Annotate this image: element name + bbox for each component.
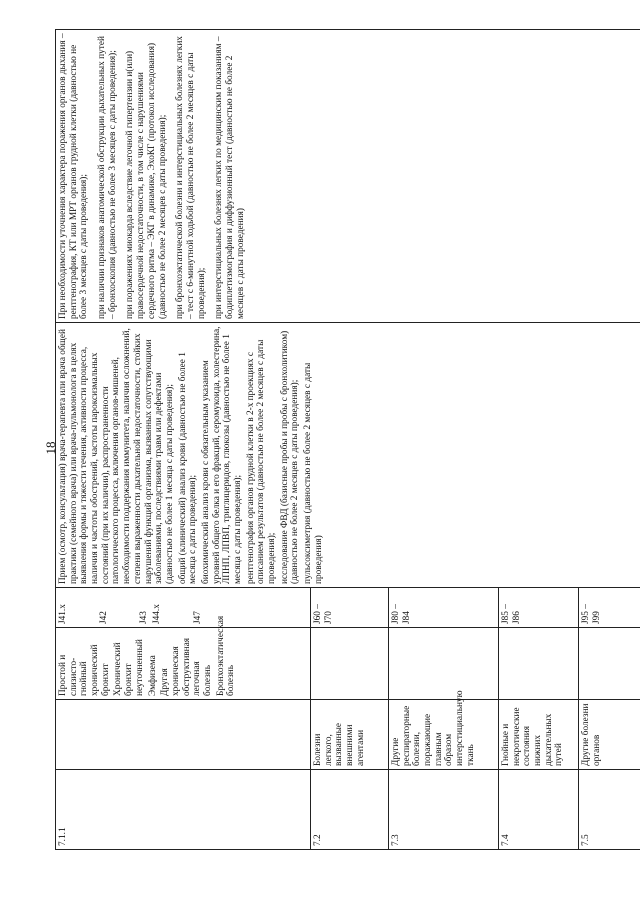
additional-exam: при поражениях миокарда вследствие легочной гипертензии и(или) правосердечной недостаточности, в том числе с нарушениями сердечного ритма – ЭКГ в динамике, ЭхоКГ (протокол исследования) (давностью не более 2 месяцев с даты проведения);: [125, 42, 168, 319]
required-exam: биохимический анализ крови с обязательным указанием уровней общего белка и его фракций, серомукоида, холестерина, ЛПНП, ЛПВП, триглицеридов, глюкозы (давностью не более 1 месяца с даты проведения);: [200, 326, 243, 584]
disease-name: Простой и слизисто-гнойный хронический бронхит: [58, 644, 111, 696]
criteria-table: [55, 29, 640, 850]
group-name: Болезни легкого, вызванные внешними агентами: [311, 700, 389, 770]
icd-codes-cell: [56, 588, 311, 628]
table-sheet: [55, 30, 640, 850]
additional-exam: при интерстициальных болезнях легких по медицинским показаниям – бодиплетизмография и диффузионный тест (давностью не более 2 месяцев с даты проведения): [214, 36, 246, 319]
table-row: [56, 30, 311, 850]
page-number: 18: [43, 441, 58, 455]
group-name: Другие болезни органов: [579, 700, 640, 770]
icd-code: J41.x: [58, 604, 68, 624]
icd-code: J42: [98, 611, 109, 624]
row-number: 7.4: [499, 770, 579, 850]
disease-names-cell: [311, 628, 389, 700]
group-name: Гнойные и некротические состояния нижних дыхательных путей: [499, 700, 579, 770]
icd-code: J60 – J70: [311, 588, 389, 628]
icd-code: J44.x: [152, 604, 163, 624]
disease-name: Эмфизема: [147, 655, 158, 696]
icd-code: J95 – J99: [579, 588, 640, 628]
icd-code: J43: [139, 611, 150, 624]
required-exam: рентгенография органов грудной клетки в 2-х проекциях с описанием результатов (давностью не более 2 месяцев с даты проведения);: [245, 339, 278, 584]
disease-names-cell: [499, 628, 579, 700]
additional-exam: при наличии признаков анатомической обструкции дыхательных путей – бронхоскопия (давностью не более 3 месяцев с даты проведения);: [97, 36, 118, 319]
icd-code: J47: [192, 611, 203, 624]
group-name: [56, 700, 311, 770]
disease-name: Бронхоэктатическая болезнь: [215, 615, 237, 696]
disease-name: Другая хроническая обструктивная легочная болезнь: [160, 637, 213, 696]
additional-exam: При необходимости уточнения характера поражения органов дыхания – рентгенография, КТ или МРТ органов грудной клетки (давностью не более 3 месяцев с даты проведения);: [58, 33, 90, 319]
additional-exam: при бронхоэктатической болезни и интерстициальных болезнях легких – тест с 6-минутной ходьбой (давностью не более 2 месяцев с даты проведения);: [175, 36, 207, 319]
disease-names-cell: [389, 628, 499, 700]
icd-code: J85 – J86: [499, 588, 579, 628]
required-exam: исследование ФВД (базисные пробы и пробы с бронхолитиком) (давностью не более 2 месяцев с даты проведения);: [279, 330, 301, 584]
rotated-table-container: [55, 30, 640, 850]
required-exam: общий (клинический) анализ крови (давностью не более 1 месяца с даты проведения);: [177, 352, 199, 584]
required-exam: Прием (осмотр, консультация) врача-терапевта или врача общей практики (семейного врача) или врача-пульмонолога в целях выявления формы и тяжести течения, активности процесса, наличия и частоты обострений, частоты пароксизмальных состояний (при их наличии), распространенности патологического процесса, включения органов-мишеней, необходимости поддержания иммунитета, наличия осложнений, степени выраженности дыхательной недостаточности, стойких нарушений функций организма, вызванных сопутствующими заболеваниями, последствиями травм или дефектами (давностью не более 1 месяца с даты проведения);: [58, 328, 175, 584]
row-number: 7.2: [311, 770, 389, 850]
icd-code: J80 – J84: [389, 588, 499, 628]
disease-names-cell: [579, 628, 640, 700]
required-exam: пульсоксиметрия (давностью не более 2 месяцев с даты проведения): [303, 362, 324, 584]
row-number: 7.5: [579, 770, 640, 850]
disease-name: Хронический бронхит неуточненный: [113, 639, 145, 696]
required-exams-cell: [56, 323, 640, 588]
row-number: 7.1.1: [56, 770, 311, 850]
row-number: 7.3: [389, 770, 499, 850]
group-name: Другие респираторные болезни, поражающие главным образом интерстициальную ткань: [389, 700, 499, 770]
additional-exams-cell: [56, 30, 640, 323]
